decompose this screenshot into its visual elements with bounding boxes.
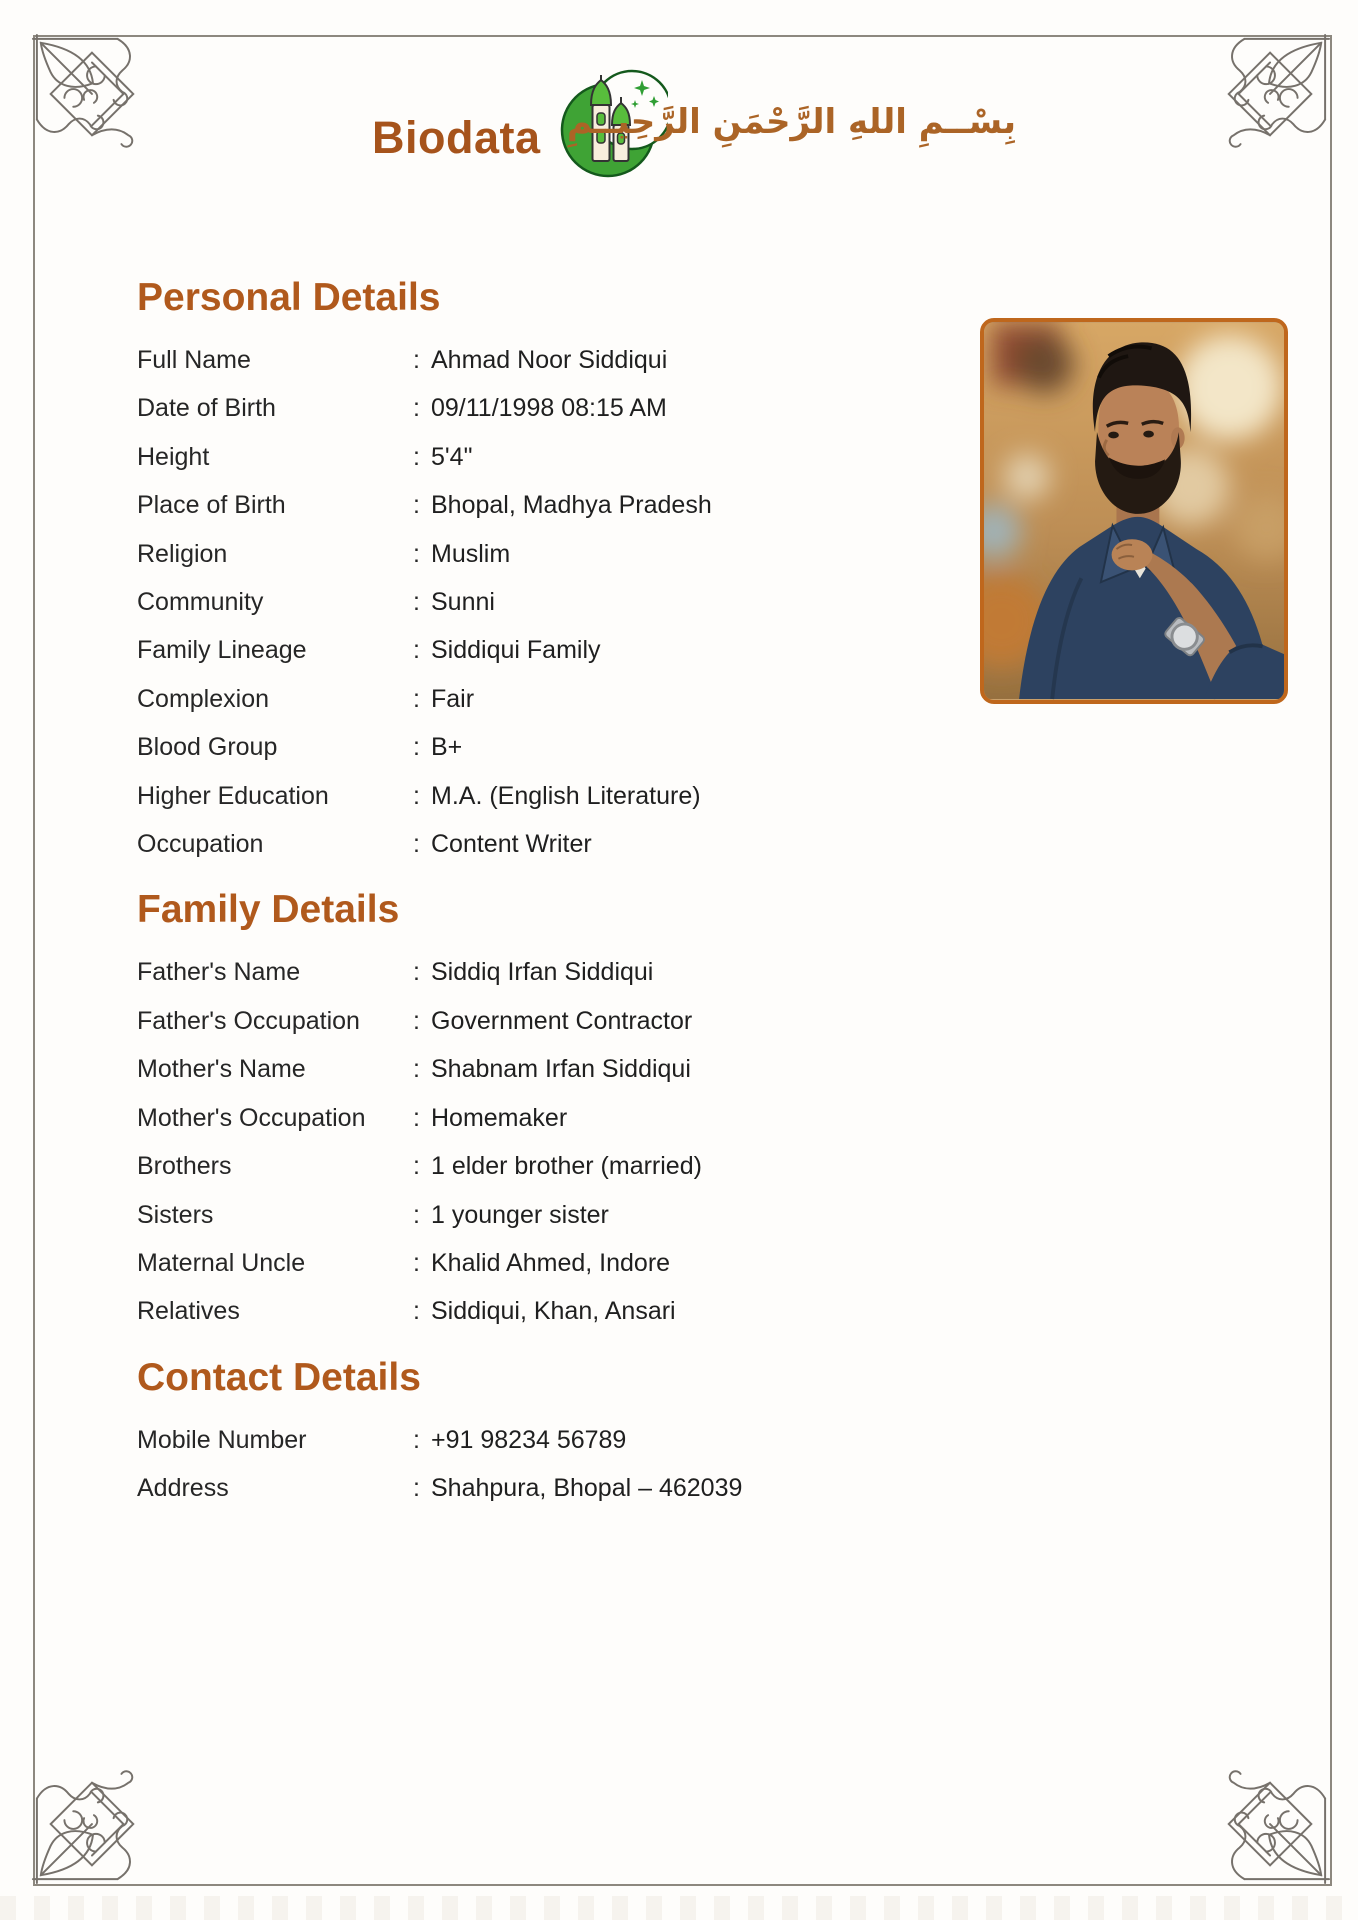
detail-label: Full Name — [137, 346, 251, 374]
detail-label: Brothers — [137, 1152, 232, 1181]
colon-separator: : — [413, 588, 420, 617]
detail-row — [137, 675, 897, 723]
detail-value: 09/11/1998 08:15 AM — [431, 394, 667, 423]
detail-value: Ahmad Noor Siddiqui — [431, 346, 668, 374]
colon-separator: : — [413, 1055, 420, 1084]
detail-label: Sisters — [137, 1200, 214, 1229]
detail-value: Shabnam Irfan Siddiqui — [431, 1055, 691, 1084]
detail-row — [137, 1287, 897, 1335]
colon-separator: : — [413, 781, 420, 810]
colon-separator: : — [413, 1248, 420, 1277]
detail-row — [137, 626, 897, 674]
detail-value: Homemaker — [431, 1103, 568, 1132]
detail-row — [137, 384, 897, 432]
detail-row — [137, 1142, 897, 1190]
corner-flourish-icon — [31, 33, 149, 151]
detail-label: Height — [137, 442, 210, 471]
corner-ornament-bottom-left — [31, 1767, 149, 1885]
profile-photo-illustration — [984, 322, 1284, 700]
detail-row — [137, 997, 897, 1045]
colon-separator: : — [413, 1200, 420, 1229]
contact-details-rows — [137, 1416, 897, 1513]
detail-value: Sunni — [431, 588, 495, 617]
colon-separator: : — [413, 636, 420, 665]
colon-separator: : — [413, 539, 420, 568]
colon-separator: : — [413, 958, 420, 987]
detail-row — [137, 1464, 897, 1512]
detail-label: Date of Birth — [137, 394, 276, 423]
detail-value: Government Contractor — [431, 1006, 693, 1035]
detail-label: Address — [137, 1474, 229, 1503]
section-heading-family: Family Details — [137, 888, 400, 932]
detail-row — [137, 530, 897, 578]
page-title: Biodata — [372, 112, 541, 163]
detail-label: Higher Education — [137, 781, 329, 810]
detail-value: +91 98234 56789 — [431, 1425, 627, 1454]
colon-separator: : — [413, 346, 420, 374]
detail-value: 1 elder brother (married) — [431, 1152, 702, 1181]
colon-separator: : — [413, 1297, 420, 1326]
detail-value: Content Writer — [431, 830, 592, 859]
bottom-texture-strip — [0, 1896, 1358, 1920]
colon-separator: : — [413, 1103, 420, 1132]
corner-ornament-bottom-right — [1213, 1767, 1331, 1885]
detail-row — [137, 1191, 897, 1239]
detail-row — [137, 1094, 897, 1142]
colon-separator: : — [413, 830, 420, 859]
colon-separator: : — [413, 684, 420, 713]
corner-ornament-top-left — [31, 33, 149, 151]
section-contact-details — [137, 1356, 897, 1513]
colon-separator: : — [413, 1006, 420, 1035]
detail-row — [137, 1239, 897, 1287]
corner-flourish-icon — [1213, 1767, 1331, 1885]
details-content — [137, 276, 897, 1513]
detail-value: Shahpura, Bhopal – 462039 — [431, 1474, 743, 1503]
detail-label: Religion — [137, 539, 228, 568]
detail-label: Father's Occupation — [137, 1006, 360, 1035]
colon-separator: : — [413, 394, 420, 423]
detail-row — [137, 578, 897, 626]
detail-label: Relatives — [137, 1297, 240, 1326]
detail-value: M.A. (English Literature) — [431, 781, 701, 810]
corner-flourish-icon — [1213, 33, 1331, 151]
colon-separator: : — [413, 1474, 420, 1503]
bismillah-calligraphy: بِسْــمِ اللهِ الرَّحْمَنِ الرَّحِيــمِ — [566, 102, 1016, 142]
detail-value: Khalid Ahmed, Indore — [431, 1248, 671, 1277]
detail-row — [137, 1416, 897, 1464]
detail-label: Blood Group — [137, 733, 278, 762]
detail-row — [137, 481, 897, 529]
colon-separator: : — [413, 491, 420, 520]
colon-separator: : — [413, 1425, 420, 1454]
profile-photo — [980, 318, 1288, 704]
section-personal-details — [137, 276, 897, 868]
detail-label: Mother's Name — [137, 1055, 306, 1084]
section-family-details — [137, 888, 897, 1335]
detail-row — [137, 1045, 897, 1093]
detail-row — [137, 772, 897, 820]
detail-value: Muslim — [431, 539, 511, 568]
colon-separator: : — [413, 442, 420, 471]
detail-value: B+ — [431, 733, 463, 762]
detail-value: Fair — [431, 684, 475, 713]
detail-label: Father's Name — [137, 958, 301, 987]
family-details-rows — [137, 948, 897, 1335]
detail-label: Maternal Uncle — [137, 1248, 306, 1277]
corner-ornament-top-right — [1213, 33, 1331, 151]
corner-flourish-icon — [31, 1767, 149, 1885]
detail-row — [137, 433, 897, 481]
detail-value: Siddiqui, Khan, Ansari — [431, 1297, 676, 1326]
detail-label: Mobile Number — [137, 1425, 307, 1454]
detail-value: Siddiqui Family — [431, 636, 601, 665]
personal-details-rows — [137, 336, 897, 868]
detail-value: Bhopal, Madhya Pradesh — [431, 491, 712, 520]
detail-label: Family Lineage — [137, 636, 307, 665]
colon-separator: : — [413, 1152, 420, 1181]
detail-label: Mother's Occupation — [137, 1103, 366, 1132]
detail-label: Complexion — [137, 684, 270, 713]
detail-value: 1 younger sister — [431, 1200, 609, 1229]
detail-label: Place of Birth — [137, 491, 286, 520]
detail-label: Occupation — [137, 830, 264, 859]
section-heading-contact: Contact Details — [137, 1355, 421, 1399]
detail-label: Community — [137, 588, 264, 617]
detail-row — [137, 336, 897, 384]
section-heading-personal: Personal Details — [137, 276, 441, 319]
detail-row — [137, 948, 897, 996]
detail-value: 5'4" — [431, 442, 473, 471]
detail-row — [137, 723, 897, 771]
colon-separator: : — [413, 733, 420, 762]
detail-row — [137, 820, 897, 868]
detail-value: Siddiq Irfan Siddiqui — [431, 958, 654, 987]
